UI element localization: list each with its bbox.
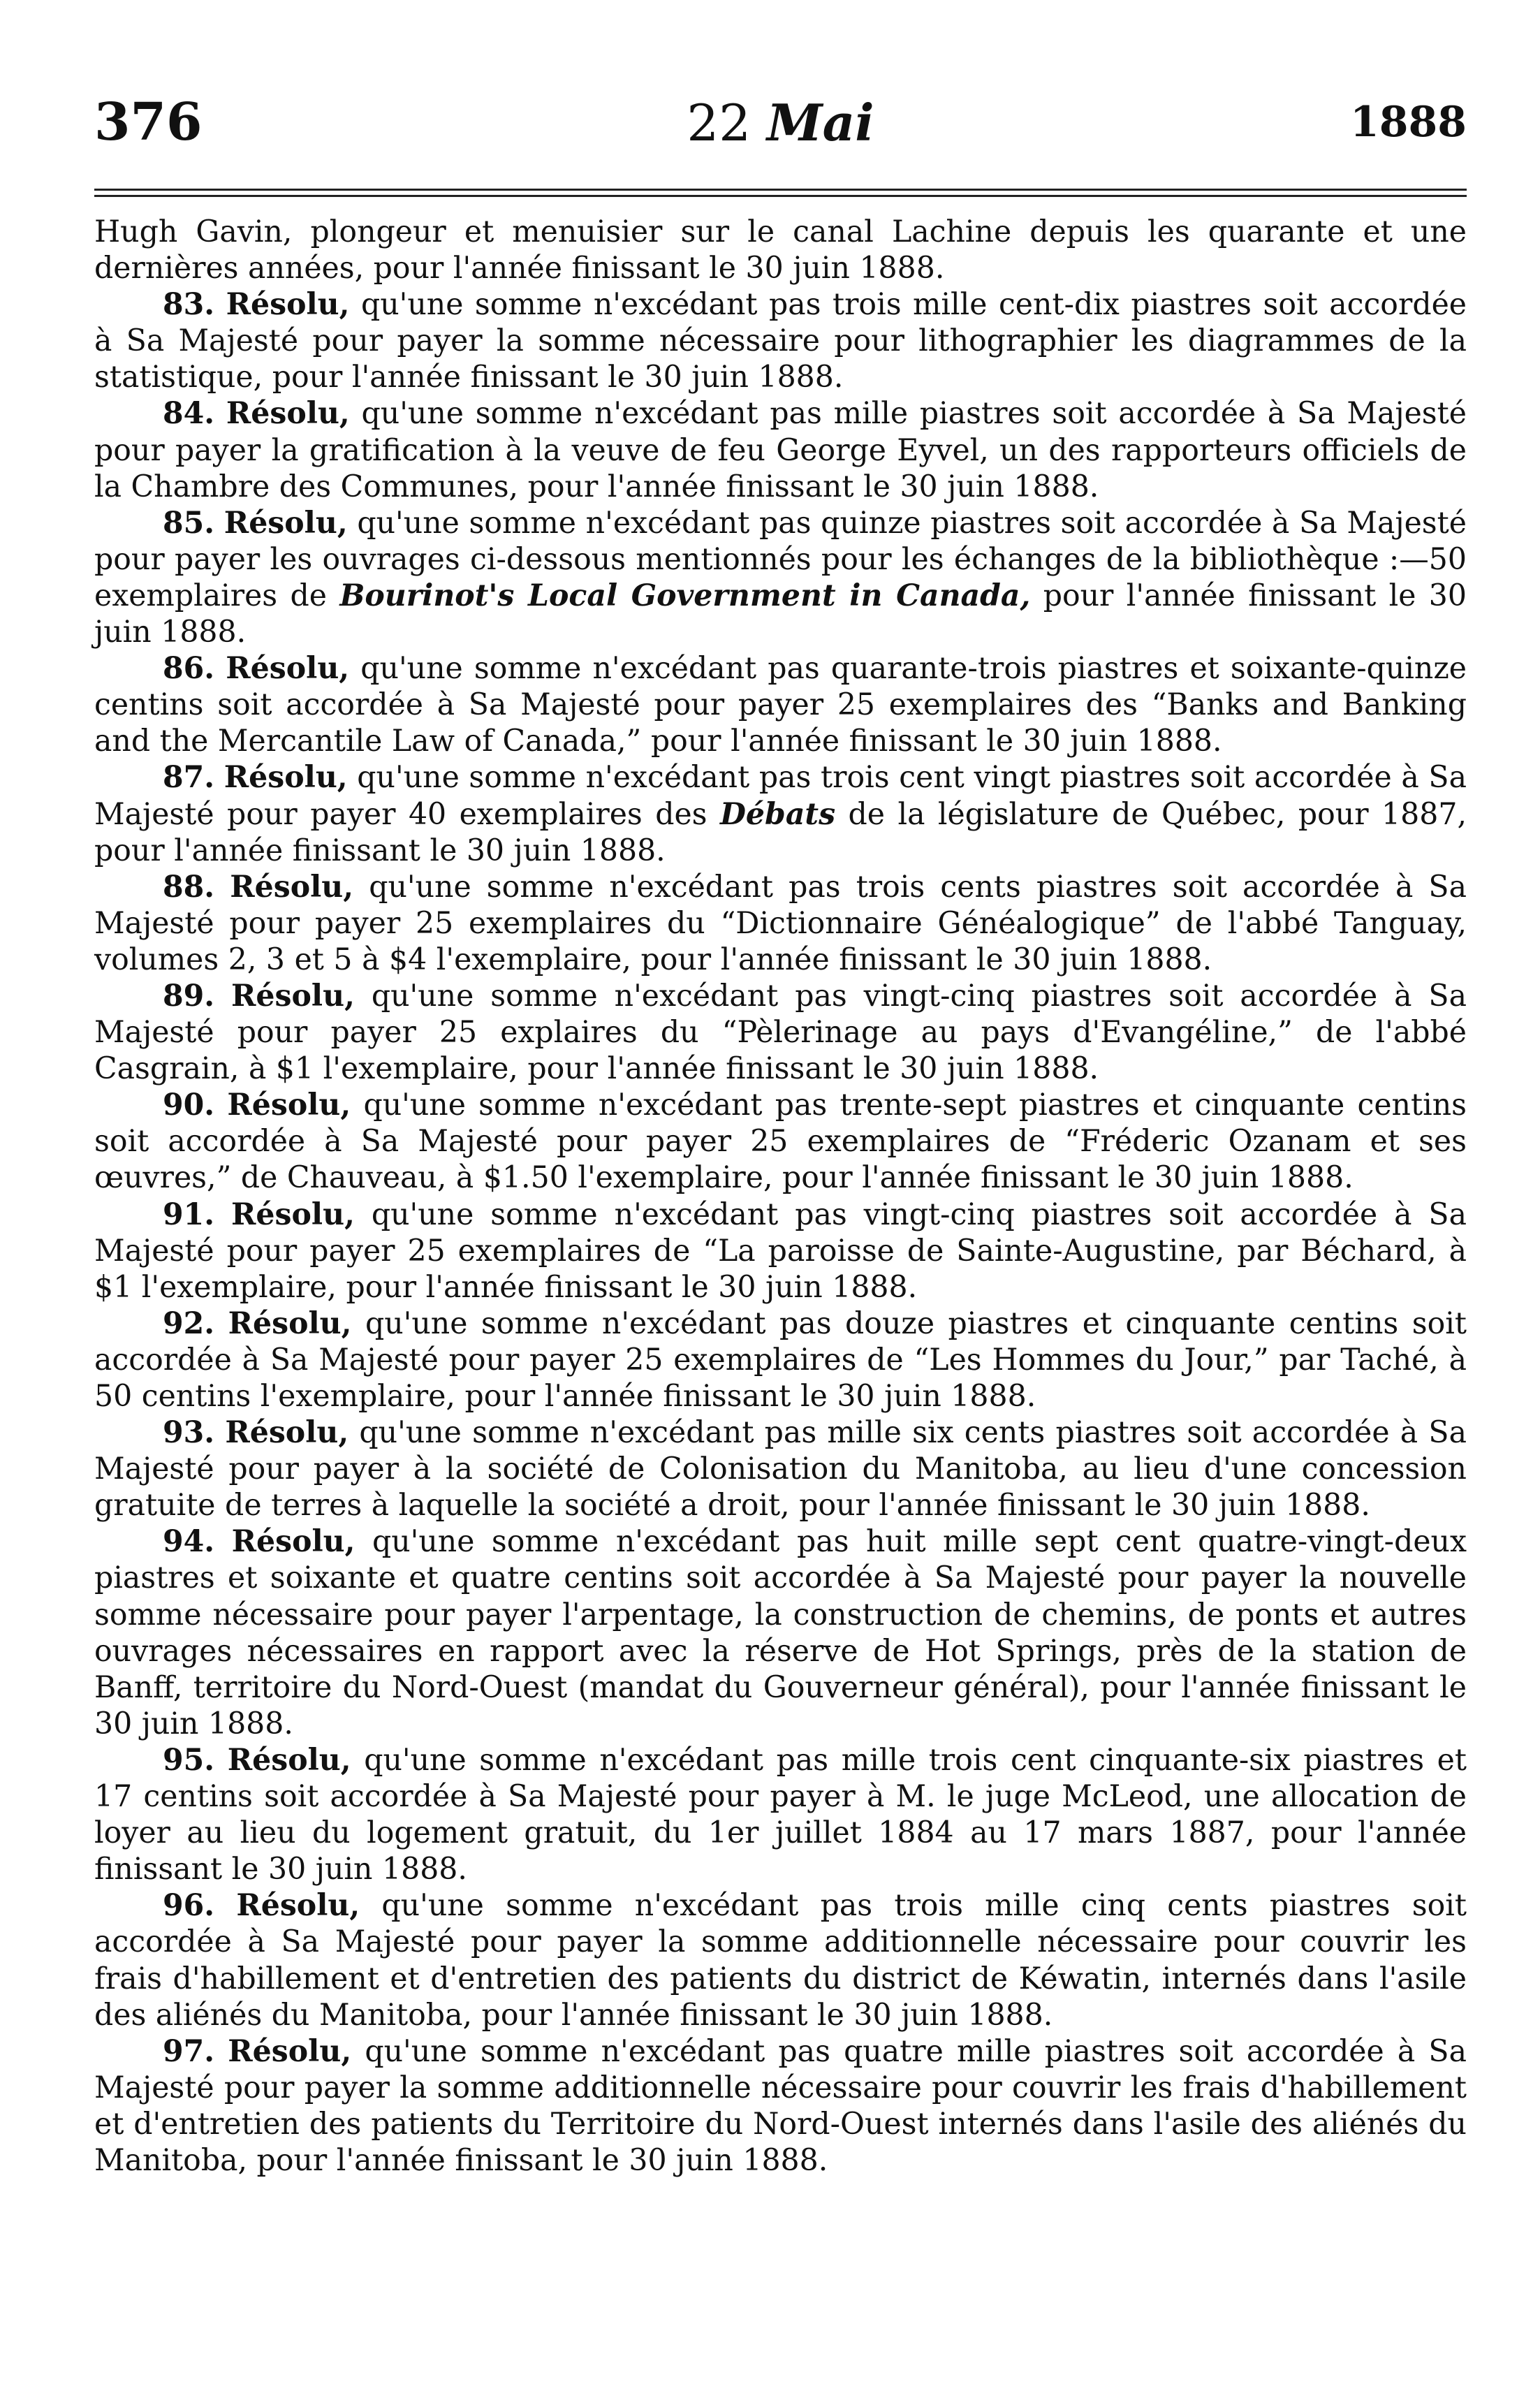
resolution-88: 88. Résolu, qu'une somme n'excédant pas trois cents piastres soit accordée à Sa Majesté pour payer 25 exemplaires du “Dictionnaire Généalogique” de l'abbé Tanguay, volumes 2, 3 et 5 à $4 l'exemplaire, pour l'année finissant le 30 juin 1888. [94, 869, 1467, 977]
resolution-87: 87. Résolu, qu'une somme n'excédant pas trois cent vingt piastres soit accordée à Sa Majesté pour payer 40 exemplaires des Débats de la législature de Québec, pour 1887, pour l'année finissant le 30 juin 1888. [94, 760, 1467, 868]
resolution-96: 96. Résolu, qu'une somme n'excédant pas trois mille cinq cents piastres soit accordée à Sa Majesté pour payer la somme additionnelle nécessaire pour couvrir les frais d'habillement et d'entretien des patients du district de Kéwatin, internés dans l'asile des aliénés du Manitoba, pour l'année finissant le 30 juin 1888. [94, 1888, 1467, 2033]
resolution-97: 97. Résolu, qu'une somme n'excédant pas quatre mille piastres soit accordée à Sa Majesté pour payer la somme additionnelle nécessaire pour couvrir les frais d'habillement et d'entretien des patients du Territoire du Nord-Ouest internés dans l'asile des aliénés du Manitoba, pour l'année finissant le 30 juin 1888. [94, 2033, 1467, 2178]
publication-title: Débats [720, 796, 836, 832]
page-header [94, 84, 1467, 161]
document-page [94, 84, 1467, 2361]
document-body [94, 214, 1467, 2179]
resolution-84: 84. Résolu, qu'une somme n'excédant pas mille piastres soit accordée à Sa Majesté pour payer la gratification à la veuve de feu George Eyvel, un des rapporteurs officiels de la Chambre des Communes, pour l'année finissant le 30 juin 1888. [94, 396, 1467, 504]
resolution-94: 94. Résolu, qu'une somme n'excédant pas huit mille sept cent quatre-vingt-deux piastres et soixante et quatre centins soit accordée à Sa Majesté pour payer la nouvelle somme nécessaire pour payer l'arpentage, la construction de chemins, de ponts et autres ouvrages nécessaires en rapport avec la réserve de Hot Springs, près de la station de Banff, territoire du Nord-Ouest (mandat du Gouverneur général), pour l'année finissant le 30 juin 1888. [94, 1524, 1467, 1741]
resolution-91: 91. Résolu, qu'une somme n'excédant pas vingt-cinq piastres soit accordée à Sa Majesté pour payer 25 exemplaires de “La paroisse de Sainte-Augustine, par Béchard, à $1 l'exemplaire, pour l'année finissant le 30 juin 1888. [94, 1197, 1467, 1305]
resolution-90: 90. Résolu, qu'une somme n'excédant pas trente-sept piastres et cinquante centins soit accordée à Sa Majesté pour payer 25 exemplaires de “Fréderic Ozanam et ses œuvres,” de Chauveau, à $1.50 l'exemplaire, pour l'année finissant le 30 juin 1888. [94, 1088, 1467, 1196]
resolution-95: 95. Résolu, qu'une somme n'excédant pas mille trois cent cinquante-six piastres et 17 centins soit accordée à Sa Majesté pour payer à M. le juge McLeod, une allocation de loyer au lieu du logement gratuit, du 1er juillet 1884 au 17 mars 1887, pour l'année finissant le 30 juin 1888. [94, 1742, 1467, 1887]
date-day: 22 [687, 93, 751, 152]
resolution-83: 83. Résolu, qu'une somme n'excédant pas trois mille cent-dix piastres soit accordée à Sa Majesté pour payer la somme nécessaire pour lithographier les diagrammes de la statistique, pour l'année finissant le 30 juin 1888. [94, 287, 1467, 395]
resolution-86: 86. Résolu, qu'une somme n'excédant pas quarante-trois piastres et soixante-quinze centins soit accordée à Sa Majesté pour payer 25 exemplaires des “Banks and Banking and the Mercantile Law of Canada,” pour l'année finissant le 30 juin 1888. [94, 651, 1467, 759]
intro-paragraph: Hugh Gavin, plongeur et menuisier sur le canal Lachine depuis les quarante et une dernières années, pour l'année finissant le 30 juin 1888. [94, 214, 1467, 286]
book-title: Bourinot's Local Government in Canada, [339, 578, 1031, 613]
resolution-93: 93. Résolu, qu'une somme n'excédant pas mille six cents piastres soit accordée à Sa Majesté pour payer à la société de Colonisation du Manitoba, au lieu d'une concession gratuite de terres à laquelle la société a droit, pour l'année finissant le 30 juin 1888. [94, 1415, 1467, 1523]
resolution-85: 85. Résolu, qu'une somme n'excédant pas quinze piastres soit accordée à Sa Majesté pour payer les ouvrages ci-dessous mentionnés pour les échanges de la bibliothèque :—50 exemplaires de Bourinot's Local Government in Canada, pour l'année finissant le 30 juin 1888. [94, 505, 1467, 650]
header-double-rule [94, 189, 1467, 197]
resolution-89: 89. Résolu, qu'une somme n'excédant pas vingt-cinq piastres soit accordée à Sa Majesté pour payer 25 explaires du “Pèlerinage au pays d'Evangéline,” de l'abbé Casgrain, à $1 l'exemplaire, pour l'année finissant le 30 juin 1888. [94, 978, 1467, 1087]
date-month: Mai [766, 92, 874, 152]
resolution-92: 92. Résolu, qu'une somme n'excédant pas douze piastres et cinquante centins soit accordée à Sa Majesté pour payer 25 exemplaires de “Les Hommes du Jour,” par Taché, à 50 centins l'exemplaire, pour l'année finissant le 30 juin 1888. [94, 1306, 1467, 1414]
page-number: 376 [94, 92, 203, 152]
header-year: 1888 [1350, 98, 1467, 147]
header-date [687, 93, 874, 152]
